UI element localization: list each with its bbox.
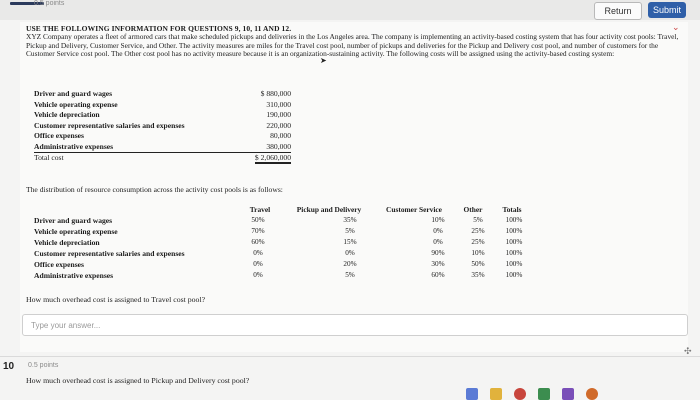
points-label-top: 0.5 points (34, 0, 65, 7)
problem-heading: USE THE FOLLOWING INFORMATION FOR QUESTIONS 9, 10, 11 AND 12. (26, 24, 292, 33)
cell: 10% (471, 249, 485, 257)
column-header-pickup: Pickup and Delivery (296, 205, 362, 214)
cost-amount: 80,000 (270, 131, 291, 140)
question-9-text: How much overhead cost is assigned to Travel cost pool? (26, 295, 206, 304)
cost-label: Vehicle depreciation (34, 110, 100, 119)
cost-amount: 190,000 (266, 110, 291, 119)
cell: 10% (431, 216, 445, 224)
cost-amount: 380,000 (266, 141, 291, 151)
cell: 25% (471, 227, 485, 235)
app-icon[interactable] (490, 388, 502, 400)
column-header-travel: Travel (249, 205, 271, 214)
cell: 25% (471, 238, 485, 246)
cell: 5% (473, 216, 483, 224)
cost-amount: 310,000 (266, 99, 291, 109)
top-bar (0, 0, 700, 20)
cost-label: Vehicle operating expense (34, 99, 118, 109)
total-amount-cell (219, 153, 291, 164)
cell: 5% (345, 227, 355, 235)
app-icon[interactable] (514, 388, 526, 400)
column-header-totals: Totals (502, 205, 522, 214)
cell: 50% (471, 260, 485, 268)
table-row (34, 110, 291, 121)
cell: 20% (343, 260, 357, 268)
table-row (34, 142, 291, 153)
answer-input[interactable] (22, 314, 688, 336)
cell: 100% (505, 227, 523, 235)
cell: 0% (433, 238, 443, 246)
cell: 100% (505, 216, 523, 224)
cell: 100% (505, 271, 523, 279)
cell: 0% (345, 249, 355, 257)
cost-amount: 220,000 (266, 120, 291, 130)
column-header-customer-service: Customer Service (386, 205, 442, 214)
total-row (34, 153, 291, 164)
cost-label: Customer representative salaries and expenses (34, 120, 185, 130)
table-row (34, 89, 291, 100)
total-amount: $ 2,060,000 (254, 153, 291, 162)
cell: 30% (431, 260, 445, 268)
cell: 5% (345, 271, 355, 279)
pickup-column (330, 215, 370, 281)
cell: 15% (343, 238, 357, 246)
cost-table (34, 89, 291, 164)
app-icon[interactable] (538, 388, 550, 400)
travel-column (238, 215, 278, 281)
column-header-other: Other (463, 205, 483, 214)
answer-placeholder: Type your answer... (31, 321, 101, 330)
other-column (458, 215, 498, 281)
submit-button[interactable]: Submit (648, 2, 686, 18)
cost-label: Administrative expenses (34, 141, 114, 151)
table-row (34, 121, 291, 132)
crosshair-icon: ✣ (684, 346, 692, 356)
question-10-text: How much overhead cost is assigned to Pickup and Delivery cost pool? (26, 376, 250, 385)
distribution-row-labels (34, 215, 185, 281)
problem-intro: XYZ Company operates a fleet of armored cars that make scheduled pickups and deliveries in the Los Angeles area. The company is implementing an activity-based costing system that has four activity cost pools: Travel, Pickup and Delivery, Customer Service, and Other. The activity measures are miles for the Travel cost pool, number of pickups and deliveries for the Pickup and Delivery cost pool, and number of customers for the Customer Service cost pool. The Other cost pool has no activity measure because it is an organization-sustaining activity. The following costs will be assigned using the activity-based costing system: (26, 32, 679, 59)
cost-label: Office expenses (34, 131, 84, 140)
totals-column (494, 215, 534, 281)
cell: 90% (431, 249, 445, 257)
cell: 60% (251, 238, 265, 246)
mouse-cursor-icon: ➤ (320, 56, 327, 65)
row-label: Customer representative salaries and expenses (34, 249, 185, 258)
taskbar (430, 386, 700, 400)
app-icon[interactable] (586, 388, 598, 400)
question-number: 10 (3, 361, 15, 372)
cell: 35% (471, 271, 485, 279)
question-points: 0.5 points (28, 362, 59, 369)
cell: 0% (433, 227, 443, 235)
total-label: Total cost (34, 153, 219, 164)
cost-label: Driver and guard wages (34, 89, 113, 98)
cell: 0% (253, 260, 263, 268)
table-row (34, 131, 291, 142)
cell: 60% (431, 271, 445, 279)
app-icon[interactable] (562, 388, 574, 400)
row-label: Driver and guard wages (34, 216, 113, 225)
distribution-intro: The distribution of resource consumption across the activity cost pools is as follows: (26, 185, 283, 194)
table-row (34, 100, 291, 111)
row-label: Vehicle depreciation (34, 238, 100, 247)
row-label: Office expenses (34, 260, 84, 269)
row-label: Administrative expenses (34, 271, 114, 280)
question-divider (0, 356, 700, 357)
cell: 100% (505, 249, 523, 257)
cell: 100% (505, 238, 523, 246)
row-label: Vehicle operating expense (34, 227, 118, 236)
cell: 70% (251, 227, 265, 235)
customer-service-column (418, 215, 458, 281)
cell: 100% (505, 260, 523, 268)
app-icon[interactable] (466, 388, 478, 400)
cell: 50% (251, 216, 265, 224)
chevron-down-icon[interactable]: ⌄ (672, 22, 680, 32)
cell: 0% (253, 271, 263, 279)
return-button[interactable]: Return (594, 2, 642, 20)
cost-amount: $ 880,000 (260, 89, 291, 98)
cell: 35% (343, 216, 357, 224)
cell: 0% (253, 249, 263, 257)
